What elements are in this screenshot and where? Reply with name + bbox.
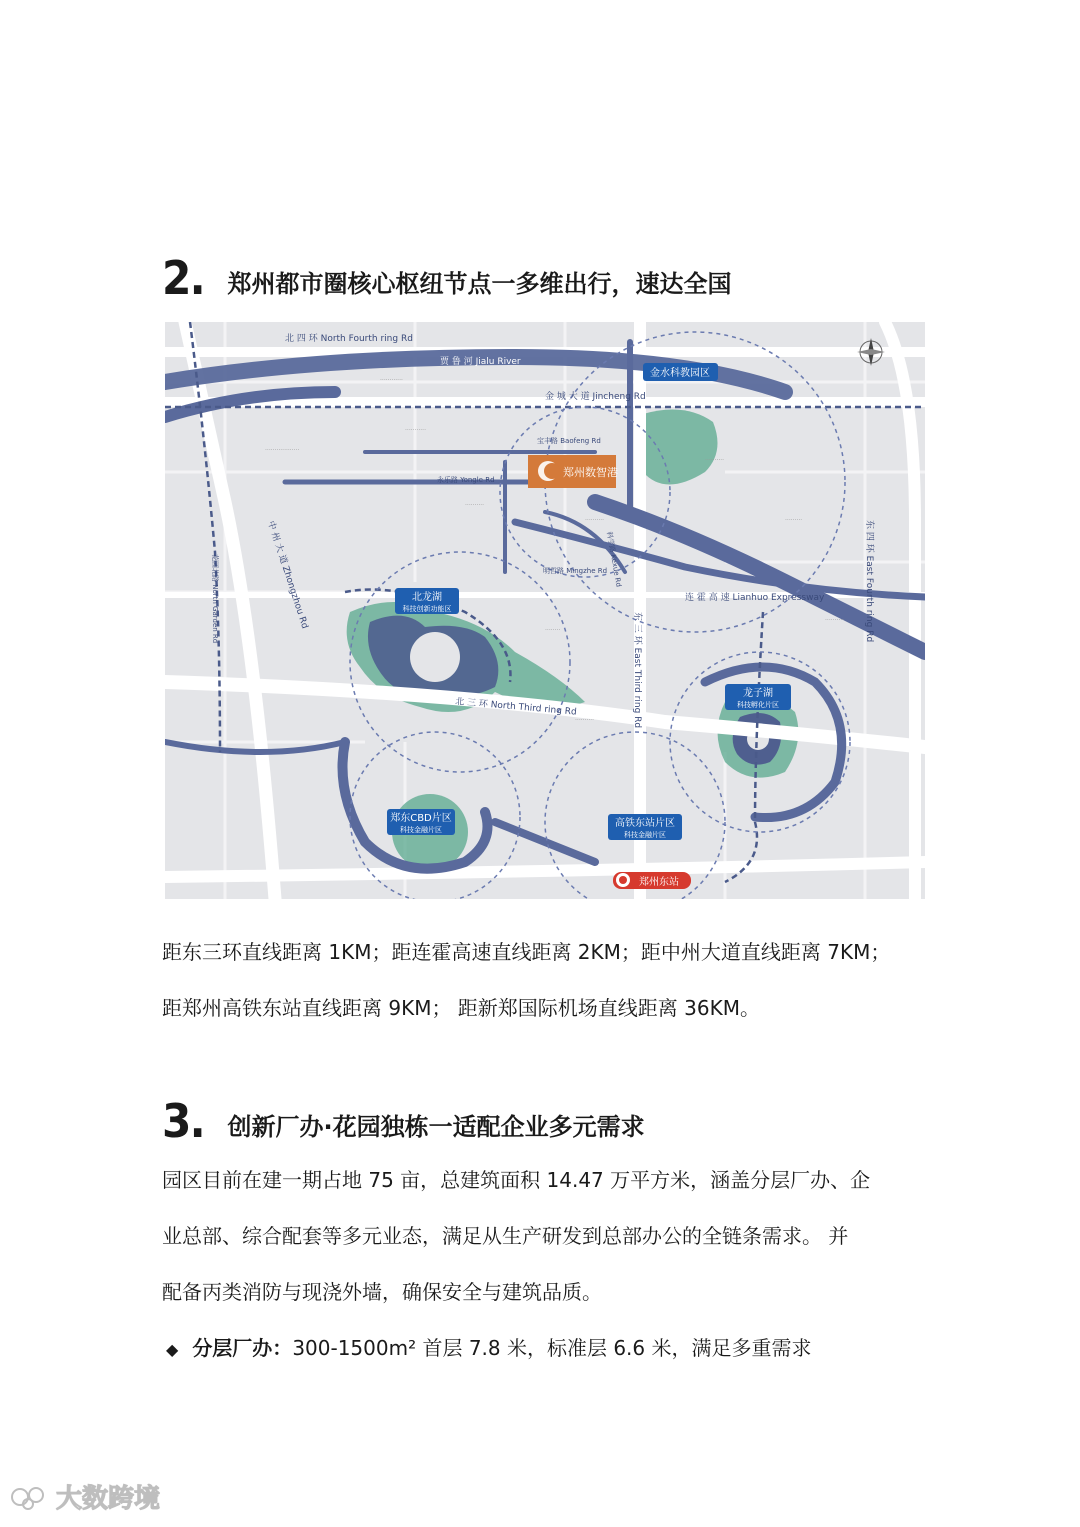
label-north-fourth-ring: 北 四 环 North Fourth ring Rd — [285, 334, 413, 344]
svg-text:科技创新功能区: 科技创新功能区 — [402, 605, 452, 613]
badge-cbd — [387, 809, 455, 835]
svg-text:··········: ·········· — [575, 717, 595, 724]
svg-text:郑东CBD片区: 郑东CBD片区 — [390, 813, 452, 824]
svg-text:科技金融片区: 科技金融片区 — [400, 826, 442, 834]
label-zhongzhou-avenue: 中 州 大 道 Zhongzhou Rd — [265, 519, 310, 631]
label-mingzhe-rd: 明哲路 Mingzhe Rd — [543, 567, 608, 575]
distance-line-1: 距东三环直线距离 1KM；距连霍高速直线距离 2KM；距中州大道直线距离 7KM； — [162, 940, 891, 964]
badge-longzihu — [725, 684, 791, 710]
label-lianhuo-expressway: 连 霍 高 速 Lianhuo Expressway — [685, 593, 825, 603]
svg-text:北龙湖: 北龙湖 — [412, 592, 442, 603]
svg-text:·········: ········· — [785, 517, 803, 524]
label-baofeng-rd: 宝丰路 Baofeng Rd — [537, 437, 601, 445]
location-map — [165, 322, 925, 899]
distance-text — [162, 924, 922, 1036]
svg-text:科技金融片区: 科技金融片区 — [624, 831, 666, 839]
svg-text:··········: ·········· — [585, 517, 605, 524]
bullet-item — [166, 1322, 812, 1376]
bullet-label: 分层厂办： — [192, 1336, 293, 1360]
label-garden-north-rd: 花园北路 North Garden Rd — [211, 554, 219, 644]
label-jincheng-avenue: 金 城 大 道 Jincheng Rd — [545, 392, 646, 402]
svg-text:········: ········ — [545, 627, 561, 634]
badge-beilonghu — [395, 588, 459, 614]
section-2-heading — [162, 251, 732, 305]
svg-text:··················: ·················· — [265, 447, 300, 454]
section-3-body — [162, 1152, 922, 1320]
label-yongle-rd: 永乐路 Yongle Rd — [437, 476, 495, 484]
east-station-marker — [613, 872, 691, 889]
section-number: 2. — [162, 251, 204, 305]
badge-jinshui-park — [643, 363, 718, 381]
diamond-bullet-icon: ◆ — [166, 1340, 179, 1359]
watermark-text: 大数跨境 — [56, 1484, 161, 1514]
svg-text:··········: ·········· — [705, 457, 725, 464]
section-title: 创新厂办·花园独栋一适配企业多元需求 — [227, 1113, 645, 1141]
label-east-fourth-ring: 东 四 环 East Fourth ring Rd — [864, 520, 874, 643]
svg-text:郑州东站: 郑州东站 — [639, 877, 679, 888]
label-north-third-ring: 北 三 环 North Third ring Rd — [454, 697, 578, 718]
label-kexue-rd: 科学路 Kexue Rd — [605, 530, 623, 588]
svg-text:郑州数智港: 郑州数智港 — [563, 466, 618, 479]
project-badge — [528, 455, 618, 488]
bullet-text: 300-1500m² 首层 7.8 米，标准层 6.6 米，满足多重需求 — [292, 1336, 812, 1360]
body-line: 业总部、综合配套等多元业态，满足从生产研发到总部办公的全链条需求。 并 — [162, 1224, 849, 1248]
section-number: 3. — [162, 1094, 204, 1148]
svg-text:金水科教园区: 金水科教园区 — [650, 368, 710, 379]
watermark-logo-icon — [8, 1482, 50, 1512]
badge-east-station-area — [608, 814, 682, 840]
distance-line-2: 距郑州高铁东站直线距离 9KM； 距新郑国际机场直线距离 36KM。 — [162, 996, 760, 1020]
svg-text:··········: ·········· — [465, 502, 485, 509]
svg-text:··········: ·········· — [825, 617, 845, 624]
body-line: 园区目前在建一期占地 75 亩，总建筑面积 14.47 万平方米，涵盖分层厂办、企 — [162, 1168, 871, 1192]
body-line: 配备丙类消防与现浇外墙，确保安全与建筑品质。 — [162, 1280, 602, 1304]
watermark — [8, 1478, 160, 1515]
svg-text:···········: ··········· — [405, 427, 426, 434]
section-title: 郑州都市圈核心枢纽节点一多维出行，速达全国 — [227, 270, 732, 298]
svg-text:龙子湖: 龙子湖 — [743, 688, 773, 699]
svg-text:科技孵化片区: 科技孵化片区 — [737, 701, 779, 709]
svg-text:高铁东站片区: 高铁东站片区 — [615, 818, 675, 829]
label-jialu-river: 贾 鲁 河 Jialu River — [440, 357, 521, 367]
svg-text:············: ············ — [380, 377, 403, 384]
section-3-heading — [162, 1094, 645, 1148]
label-east-third-ring: 东 三 环 East Third ring Rd — [632, 612, 642, 729]
